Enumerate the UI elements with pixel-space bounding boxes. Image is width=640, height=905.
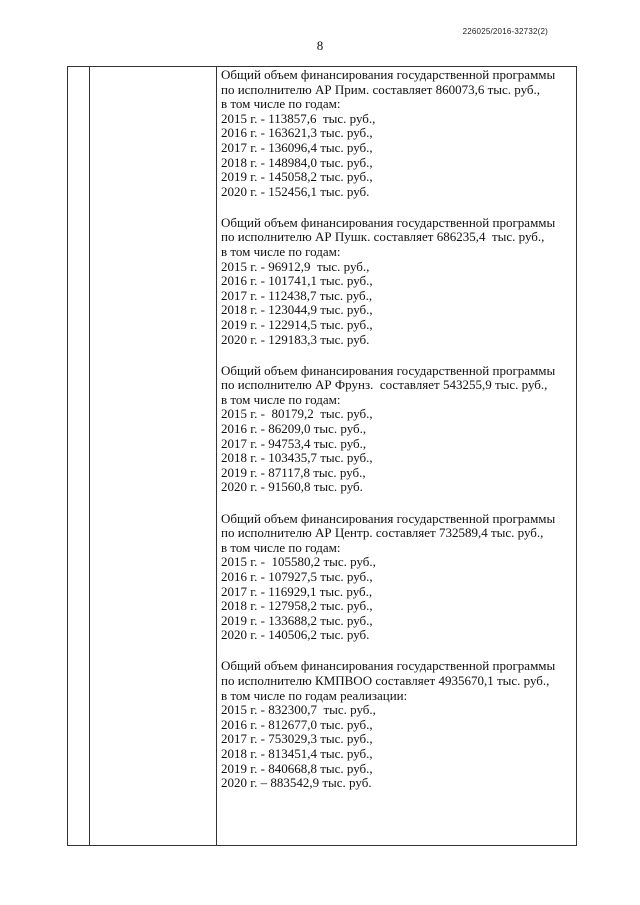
year-amount-line: 2018 г. - 148984,0 тыс. руб.,: [221, 154, 373, 170]
year-amount-line: 2018 г. - 103435,7 тыс. руб.,: [221, 450, 373, 466]
funding-content: [221, 68, 571, 807]
funding-block-ar-centr: [221, 512, 571, 643]
block-text-line: в том числе по годам:: [221, 96, 341, 112]
block-text-line: в том числе по годам:: [221, 539, 341, 555]
year-amount-line: 2017 г. - 116929,1 тыс. руб.,: [221, 583, 373, 599]
year-amount-line: 2019 г. - 145058,2 тыс. руб.,: [221, 169, 373, 185]
year-amount-line: 2017 г. - 753029,3 тыс. руб.,: [221, 731, 373, 747]
funding-block-ar-prim: [221, 68, 571, 199]
block-text-line: по исполнителю КМПВОО составляет 4935670,1 тыс. руб.,: [221, 672, 550, 688]
block-text-line: Общий объем финансирования государственной программы: [221, 362, 556, 378]
funding-block-ar-frunz: [221, 364, 571, 495]
block-text-line: Общий объем финансирования государственной программы: [221, 510, 556, 526]
block-text-line: по исполнителю АР Прим. составляет 860073,6 тыс. руб.,: [221, 81, 541, 97]
year-amount-line: 2020 г. - 140506,2 тыс. руб.: [221, 627, 370, 643]
block-text-line: Общий объем финансирования государственной программы: [221, 214, 556, 230]
year-amount-line: 2020 г. - 129183,3 тыс. руб.: [221, 331, 370, 347]
year-amount-line: 2019 г. - 87117,8 тыс. руб.,: [221, 464, 366, 480]
year-amount-line: 2017 г. - 112438,7 тыс. руб.,: [221, 287, 373, 303]
block-text-line: Общий объем финансирования государственной программы: [221, 658, 556, 674]
block-text-line: по исполнителю АР Пушк. составляет 686235,4 тыс. руб.,: [221, 229, 545, 245]
year-amount-line: 2017 г. - 94753,4 тыс. руб.,: [221, 435, 367, 451]
year-amount-line: 2020 г. - 91560,8 тыс. руб.: [221, 479, 363, 495]
document-id: 226025/2016-32732(2): [462, 27, 548, 36]
page-number: 8: [316, 38, 324, 53]
funding-block-kmpvoo: [221, 659, 571, 790]
year-amount-line: 2016 г. - 163621,3 тыс. руб.,: [221, 125, 373, 141]
block-text-line: в том числе по годам:: [221, 244, 341, 260]
year-amount-line: 2018 г. - 813451,4 тыс. руб.,: [221, 745, 373, 761]
block-text-line: по исполнителю АР Фрунз. составляет 543255,9 тыс. руб.,: [221, 377, 548, 393]
funding-block-ar-pushk: [221, 216, 571, 347]
column-divider-2: [216, 67, 217, 845]
year-amount-line: 2016 г. - 86209,0 тыс. руб.,: [221, 421, 367, 437]
block-text-line: в том числе по годам:: [221, 391, 341, 407]
year-amount-line: 2020 г. – 883542,9 тыс. руб.: [221, 775, 372, 791]
year-amount-line: 2019 г. - 840668,8 тыс. руб.,: [221, 760, 373, 776]
year-amount-line: 2017 г. - 136096,4 тыс. руб.,: [221, 139, 373, 155]
year-amount-line: 2019 г. - 122914,5 тыс. руб.,: [221, 317, 373, 332]
year-amount-line: 2020 г. - 152456,1 тыс. руб.: [221, 183, 370, 199]
block-text-line: по исполнителю АР Центр. составляет 732589,4 тыс. руб.,: [221, 525, 544, 541]
year-amount-line: 2018 г. - 123044,9 тыс. руб.,: [221, 302, 373, 318]
year-amount-line: 2019 г. - 133688,2 тыс. руб.,: [221, 612, 373, 628]
year-amount-line: 2016 г. - 812677,0 тыс. руб.,: [221, 716, 373, 732]
column-divider-1: [89, 67, 90, 845]
year-amount-line: 2016 г. - 101741,1 тыс. руб.,: [221, 273, 373, 289]
year-amount-line: 2015 г. - 80179,2 тыс. руб.,: [221, 406, 373, 422]
block-text-line: Общий объем финансирования государственной программы: [221, 67, 556, 82]
block-text-line: в том числе по годам реализации:: [221, 687, 408, 703]
year-amount-line: 2015 г. - 96912,9 тыс. руб.,: [221, 258, 370, 274]
year-amount-line: 2015 г. - 113857,6 тыс. руб.,: [221, 110, 376, 126]
year-amount-line: 2015 г. - 105580,2 тыс. руб.,: [221, 554, 376, 570]
year-amount-line: 2015 г. - 832300,7 тыс. руб.,: [221, 702, 376, 718]
year-amount-line: 2018 г. - 127958,2 тыс. руб.,: [221, 598, 373, 614]
year-amount-line: 2016 г. - 107927,5 тыс. руб.,: [221, 568, 373, 584]
